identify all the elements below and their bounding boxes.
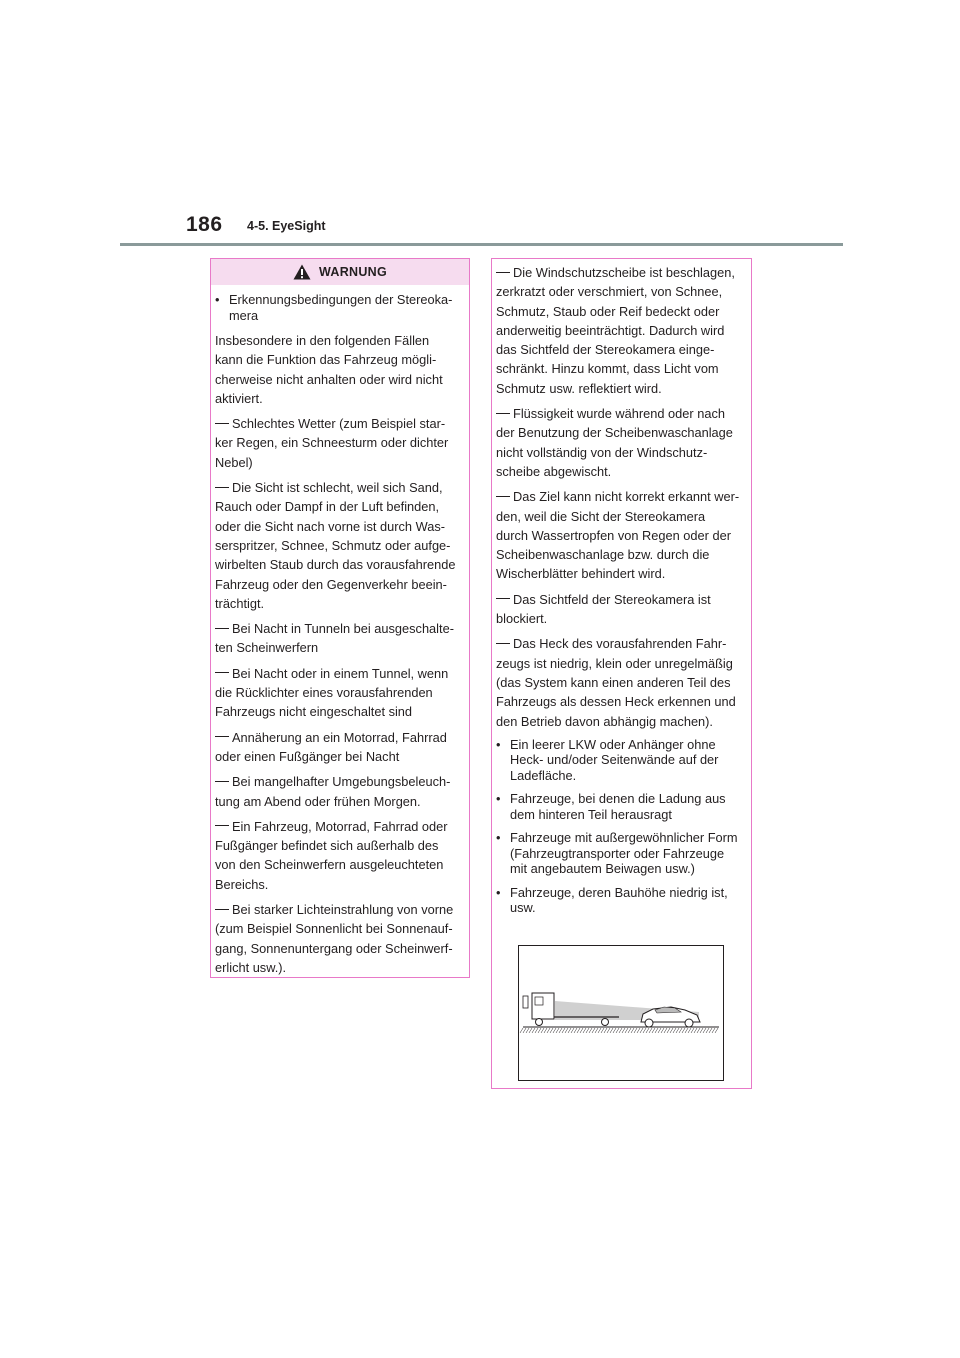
text-line — [215, 638, 469, 657]
text-span: Bereichs. — [215, 876, 269, 892]
dash-marker — [215, 423, 229, 424]
text-line — [496, 654, 751, 673]
text-line — [496, 590, 751, 609]
bullet-dot: • — [496, 791, 501, 807]
text-line — [496, 263, 751, 282]
dash-item — [215, 619, 469, 658]
text-span: Flüssigkeit wurde während oder nach — [513, 406, 725, 422]
warning-title: WARNUNG — [318, 265, 388, 279]
dash-item — [215, 900, 469, 977]
text-span: oder einen Fußgänger bei Nacht — [215, 748, 400, 764]
text-line — [496, 443, 751, 462]
text-span: Annäherung an ein Motorrad, Fahrrad — [232, 729, 447, 745]
text-span: blockiert. — [496, 611, 548, 627]
text-line: Ladefläche. — [510, 767, 577, 783]
bullet-dot: • — [496, 884, 501, 900]
text-line — [215, 792, 469, 811]
text-line — [215, 555, 469, 574]
text-span: Bei Nacht oder in einem Tunnel, wenn — [232, 665, 449, 681]
dash-marker — [215, 736, 229, 737]
text-line — [496, 321, 751, 340]
text-span: Schmutz, Staub oder Reif bedeckt oder — [496, 303, 720, 319]
text-line — [215, 594, 469, 613]
text-line — [496, 359, 751, 378]
truck-car-illustration — [518, 945, 724, 1081]
text-line — [215, 855, 469, 874]
text-span: Schmutz usw. reflektiert wird. — [496, 380, 662, 396]
text-span: zeugs ist niedrig, klein oder unregelmäßig — [496, 655, 733, 671]
dash-item — [215, 664, 469, 722]
text-line — [496, 526, 751, 545]
dash-item — [496, 404, 751, 481]
text-span: Die Sicht ist schlecht, weil sich Sand, — [232, 480, 443, 496]
text-span: Schlechtes Wetter (zum Beispiel star- — [232, 416, 446, 432]
text-span: Das Sichtfeld der Stereokamera ist — [513, 591, 711, 607]
text-line — [496, 634, 751, 653]
text-line — [215, 497, 469, 516]
text-span: Die Windschutzscheibe ist beschlagen, — [513, 265, 735, 280]
text-line — [215, 575, 469, 594]
text-line — [215, 747, 469, 766]
warning-header — [211, 259, 469, 285]
text-line: Heck- und/oder Seitenwände auf der — [510, 752, 719, 768]
warning-right-content — [492, 259, 751, 916]
bullet-dot: • — [496, 830, 501, 846]
text-line — [215, 683, 469, 702]
text-line — [496, 379, 751, 398]
text-line — [496, 404, 751, 423]
text-line — [496, 423, 751, 442]
dash-item — [215, 772, 469, 811]
dash-item — [215, 817, 469, 894]
dash-marker — [215, 909, 229, 910]
text-line — [496, 712, 751, 731]
text-line — [215, 772, 469, 791]
text-line — [215, 453, 469, 472]
dash-marker — [496, 598, 510, 599]
section-title: 4-5. EyeSight — [247, 219, 326, 233]
text-line: Fahrzeuge mit außergewöhnlicher Form — [510, 830, 738, 846]
dash-marker — [215, 781, 229, 782]
text-line — [496, 564, 751, 583]
text-line: mera — [229, 307, 259, 323]
text-span: Fahrzeugs nicht eingeschaltet sind — [215, 704, 413, 720]
text-line — [496, 462, 751, 481]
text-line: Fahrzeuge, deren Bauhöhe niedrig ist, — [510, 884, 728, 900]
text-line: Fahrzeuge, bei denen die Ladung aus — [510, 791, 726, 807]
dash-marker — [496, 272, 510, 273]
text-line — [215, 939, 469, 958]
dash-marker — [496, 643, 510, 644]
text-line — [496, 302, 751, 321]
vehicle-scene-illustration — [519, 946, 723, 1080]
text-line — [215, 478, 469, 497]
text-span: der Benutzung der Scheibenwaschanlage — [496, 425, 733, 441]
bullet-item — [496, 885, 751, 916]
dash-marker — [215, 825, 229, 826]
dash-marker — [496, 496, 510, 497]
text-span: durch Wassertropfen von Regen oder der — [496, 527, 731, 543]
text-span: serspritzer, Schnee, Schmutz oder aufge- — [215, 537, 451, 553]
page-number: 186 — [186, 213, 223, 236]
bullet-item — [496, 830, 751, 877]
text-line: kann die Funktion das Fahrzeug mögli- — [215, 352, 437, 368]
text-span: ten Scheinwerfern — [215, 640, 319, 656]
text-line — [496, 609, 751, 628]
bullet-item — [496, 791, 751, 822]
text-span: erlicht usw.). — [215, 959, 287, 975]
text-span: Fahrzeugs als dessen Heck erkennen und — [496, 694, 736, 710]
header-rule — [120, 243, 843, 246]
text-line: cherweise nicht anhalten oder wird nicht — [215, 371, 443, 387]
text-span: Scheibenwaschanlage bzw. durch die — [496, 547, 710, 563]
text-span: Bei Nacht in Tunneln bei ausgeschalte- — [232, 621, 454, 637]
text-span: anderweitig beeinträchtigt. Dadurch wird — [496, 322, 725, 338]
text-line — [215, 433, 469, 452]
text-span: wirbelten Staub durch das vorausfahrende — [215, 557, 456, 573]
text-line — [496, 340, 751, 359]
text-span: die Rücklichter eines vorausfahrenden — [215, 685, 433, 701]
text-line — [215, 414, 469, 433]
text-span: Ein Fahrzeug, Motorrad, Fahrrad oder — [232, 818, 448, 834]
text-line — [215, 817, 469, 836]
text-line — [215, 900, 469, 919]
text-span: trächtigt. — [215, 595, 265, 611]
text-line — [215, 728, 469, 747]
text-span: Fußgänger befindet sich außerhalb des — [215, 838, 439, 854]
text-line — [496, 282, 751, 301]
text-line — [215, 836, 469, 855]
dash-item — [215, 478, 469, 613]
bullet-item — [215, 292, 469, 323]
dash-item — [496, 263, 751, 398]
warning-left-content — [211, 285, 469, 977]
text-span: den Betrieb davon abhängig machen). — [496, 713, 713, 729]
text-span: Bei mangelhafter Umgebungsbeleuch- — [232, 774, 451, 790]
text-span: (das System kann einen anderen Teil des — [496, 674, 731, 690]
text-span: nicht vollständig von der Windschutz- — [496, 444, 708, 460]
text-span: schränkt. Hinzu kommt, dass Licht vom — [496, 361, 719, 377]
text-line: Ein leerer LKW oder Anhänger ohne — [510, 736, 716, 752]
text-line: (Fahrzeugtransporter oder Fahrzeuge — [510, 845, 725, 861]
dash-marker — [496, 413, 510, 414]
text-span: Rauch oder Dampf in der Luft befinden, — [215, 499, 440, 515]
text-line — [215, 517, 469, 536]
bullet-dot: • — [215, 292, 220, 307]
text-line — [496, 507, 751, 526]
warning-box-left — [210, 258, 470, 978]
text-line — [215, 702, 469, 721]
text-line — [496, 692, 751, 711]
text-span: tung am Abend oder frühen Morgen. — [215, 793, 421, 809]
dash-marker — [215, 487, 229, 488]
text-span: von den Scheinwerfern ausgeleuchteten — [215, 857, 444, 873]
text-span: Nebel) — [215, 454, 253, 470]
text-line: dem hinteren Teil herausragt — [510, 806, 672, 822]
text-span: (zum Beispiel Sonnenlicht bei Sonnenauf- — [215, 921, 453, 937]
text-span: den, weil die Sicht der Stereokamera — [496, 508, 706, 524]
warning-triangle-icon — [293, 264, 311, 280]
text-line — [215, 875, 469, 894]
text-line — [215, 919, 469, 938]
bullet-dot: • — [496, 736, 501, 752]
text-span: zerkratzt oder verschmiert, von Schnee, — [496, 284, 723, 300]
text-line — [215, 664, 469, 683]
text-span: Fahrzeug oder den Gegenverkehr beein- — [215, 576, 447, 592]
text-line: aktiviert. — [215, 390, 263, 406]
text-line — [496, 545, 751, 564]
text-span: Das Ziel kann nicht korrekt erkannt wer- — [513, 489, 740, 505]
dash-item — [496, 487, 751, 583]
text-span: Bei starker Lichteinstrahlung von vorne — [232, 902, 454, 918]
text-line — [215, 619, 469, 638]
dash-marker — [215, 672, 229, 673]
intro-paragraph — [215, 331, 469, 408]
text-line: Insbesondere in den folgenden Fällen — [215, 333, 430, 348]
text-span: scheibe abgewischt. — [496, 463, 612, 479]
text-line — [496, 673, 751, 692]
dash-item — [496, 634, 751, 730]
text-line: mit angebautem Beiwagen usw.) — [510, 861, 695, 877]
dash-marker — [215, 628, 229, 629]
text-span: Wischerblätter behindert wird. — [496, 566, 666, 582]
bullet-item — [496, 737, 751, 784]
dash-item — [496, 590, 751, 629]
text-line — [215, 536, 469, 555]
text-line: Erkennungsbedingungen der Stereoka- — [229, 292, 453, 307]
dash-item — [215, 728, 469, 767]
text-span: Das Heck des vorausfahrenden Fahr- — [513, 636, 727, 652]
text-span: ker Regen, ein Schneesturm oder dichter — [215, 435, 449, 451]
text-span: das Sichtfeld der Stereokamera einge- — [496, 342, 715, 358]
text-span: oder die Sicht nach vorne ist durch Was- — [215, 518, 445, 534]
dash-item — [215, 414, 469, 472]
text-line — [215, 958, 469, 977]
text-span: gang, Sonnenuntergang oder Scheinwerf- — [215, 940, 453, 956]
text-line — [496, 487, 751, 506]
text-line: usw. — [510, 900, 536, 916]
